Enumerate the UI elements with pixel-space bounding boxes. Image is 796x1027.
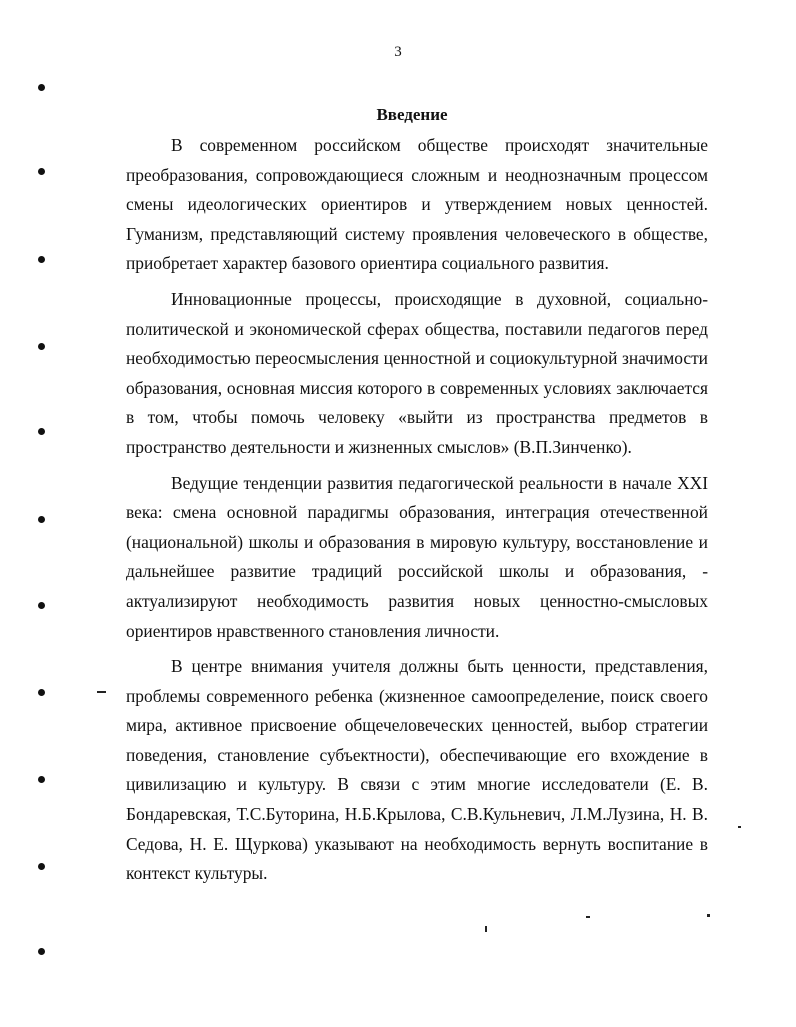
scan-speck [97,691,106,693]
paragraph-3: Ведущие тенденции развития педагогической реальности в начале XXI века: смена основной парадигмы образования, интеграция отечественной (национальной) школы и образования в мировую культуру, восстановление и дальнейшее развитие традиций российской школы и образования, - актуализируют необходимость развития новых ценностно-смысловых ориентиров нравственного становления личности. [126,472,708,641]
paragraph-1: В современном российском обществе происходят значительные преобразования, сопровождающиеся сложным и неоднозначным процессом смены идеологических ориентиров и утверждением новых ценностей. Гуманизм, представляющий систему проявления человеческого в обществе, приобретает характер базового ориентира социального развития. [126,135,708,274]
scan-mark [38,689,45,696]
scan-speck [707,914,710,917]
paragraph-4: В центре внимания учителя должны быть ценности, представления, проблемы современного ребенка (жизненное самоопределение, поиск своего мира, активное присвоение общечеловеческих ценностей, выбор стратегии поведения, становление субъектности), обеспечивающие его вхождение в цивилизацию и культуру. В связи с этим многие исследователи (Е. В. Бондаревская, Т.С.Буторина, Н.Б.Крылова, С.В.Кульневич, Л.М.Лузина, Н. В. Седова, Н. Е. Щуркова) указывают на необходимость вернуть воспитание в контекст культуры. [126,656,708,884]
body-text [126,131,708,889]
scan-mark [38,168,45,175]
scan-speck [586,916,590,918]
scan-speck [485,926,487,932]
scan-mark [38,863,45,870]
page-title: Введение [376,105,448,124]
scan-mark [38,84,45,91]
scan-mark [38,516,45,523]
scan-mark [38,256,45,263]
page-number: 3 [394,44,402,60]
scan-speck [738,826,741,828]
scan-mark [38,428,45,435]
paragraph-2: Инновационные процессы, происходящие в духовной, социально-политической и экономической сферах общества, поставили педагогов перед необходимостью переосмысления ценностной и социокультурной значимости образования, основная миссия которого в современных условиях заключается в том, чтобы помочь человеку «выйти из пространства предметов в пространство деятельности и жизненных смыслов» (В.П.Зинченко). [126,288,708,457]
scan-mark [38,602,45,609]
scan-mark [38,343,45,350]
scan-mark [38,776,45,783]
scan-mark [38,948,45,955]
